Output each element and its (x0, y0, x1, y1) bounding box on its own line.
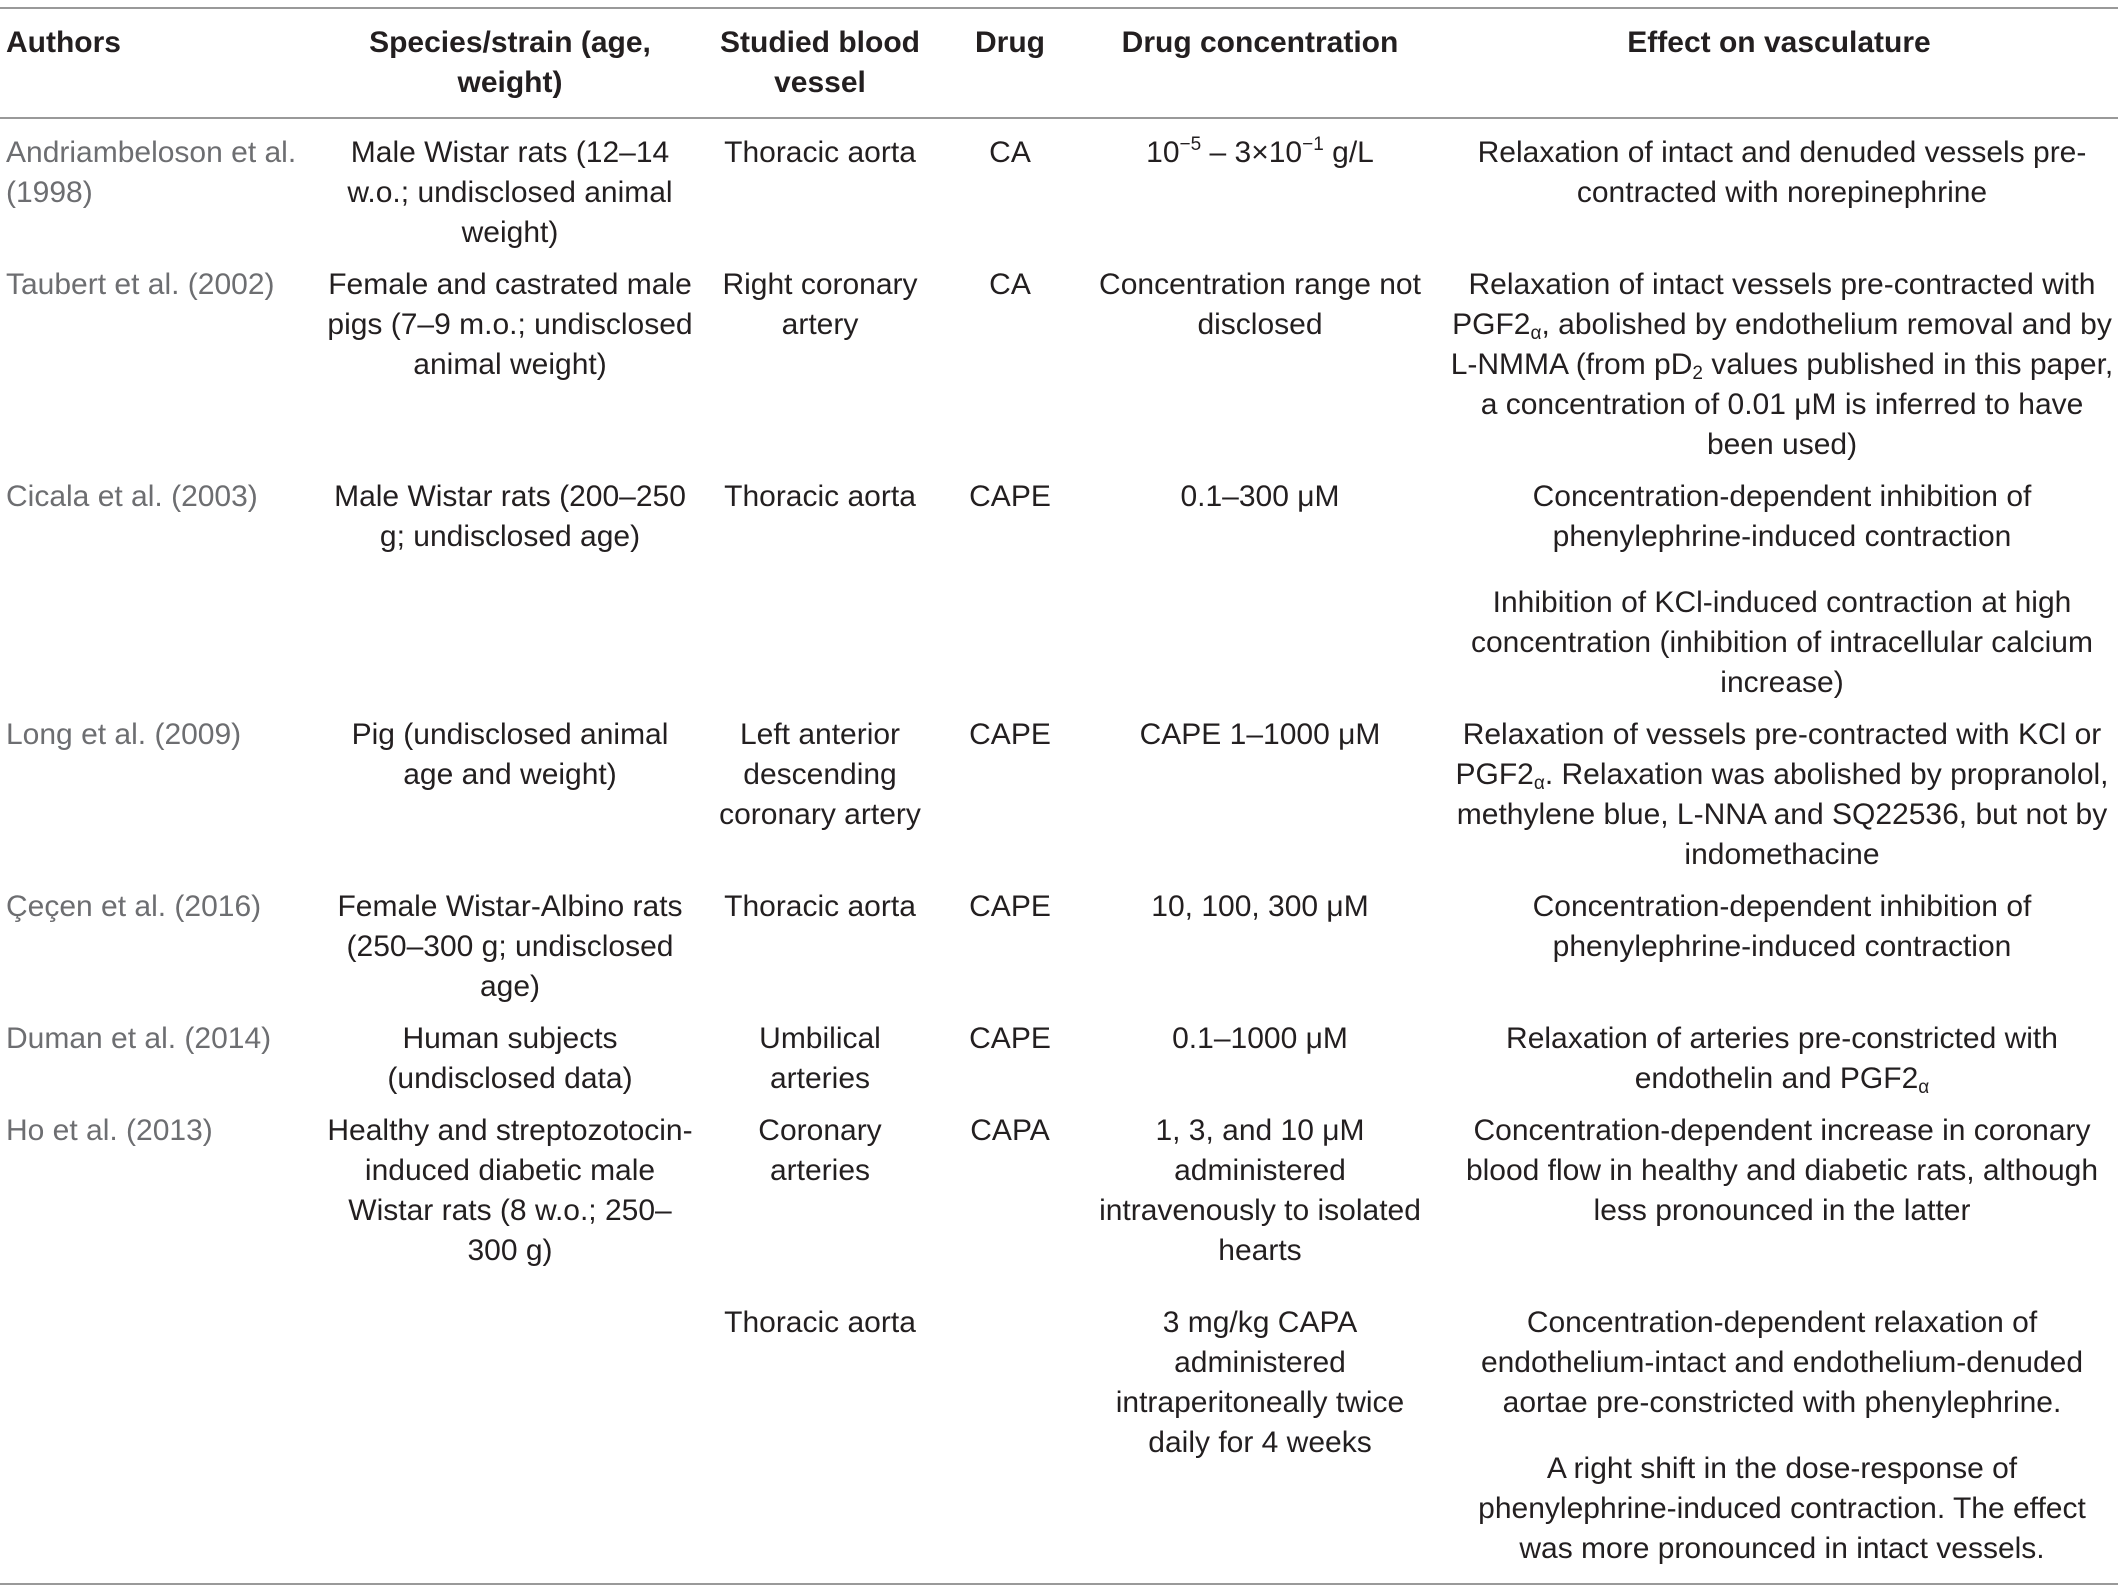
effect-part-1: Concentration-dependent inhibition of phenylephrine-induced contraction (1532, 480, 2032, 553)
cell-effect (1440, 471, 2118, 709)
header-vessel: Studied blood vessel (720, 26, 920, 99)
cell-effect: Relaxation of intact vessels pre-contracted with $PGF2_\alpha$, abolished by endothelium removal and by L-NMMA (from $pD_2$ values published in this paper, a concentration of 0.01 μM is inferred to have been used) (1450, 268, 2114, 461)
cell-author: Taubert et al. (2002) (6, 268, 275, 301)
data-table (0, 7, 2118, 1585)
cell-species: Human subjects (undisclosed data) (387, 1022, 633, 1095)
table-body (0, 118, 2118, 1584)
cell-concentration: Concentration range not disclosed (1099, 268, 1421, 341)
header-authors: Authors (6, 26, 121, 59)
cell-species: Male Wistar rats (200–250 g; undisclosed age) (334, 480, 686, 553)
cell-drug: CA (989, 136, 1031, 169)
cell-effect: Relaxation of intact and denuded vessels pre-contracted with norepinephrine (1477, 136, 2087, 209)
cell-species (320, 1277, 700, 1584)
table-row (0, 1277, 2118, 1584)
table-row (0, 471, 2118, 709)
cell-vessel: Coronary arteries (758, 1114, 882, 1187)
header-concentration: Drug concentration (1121, 26, 1399, 59)
cell-concentration: 3 mg/kg CAPA administered intraperitoneally twice daily for 4 weeks (1115, 1306, 1405, 1459)
cell-vessel: Right coronary artery (722, 268, 918, 341)
cell-species: Healthy and streptozotocin-induced diabetic male Wistar rats (8 w.o.; 250–300 g) (327, 1114, 693, 1267)
cell-concentration: 1, 3, and 10 μM administered intravenously to isolated hearts (1099, 1114, 1421, 1267)
cell-effect: Concentration-dependent inhibition of phenylephrine-induced contraction (1532, 890, 2032, 963)
cell-concentration: CAPE 1–1000 μM (1139, 718, 1381, 751)
effect-part-2: Inhibition of KCl-induced contraction at high concentration (inhibition of intracellular calcium increase) (1471, 586, 2093, 699)
cell-concentration: 10, 100, 300 μM (1151, 890, 1369, 923)
table-header (0, 8, 2118, 118)
cell-vessel: Thoracic aorta (724, 890, 916, 923)
cell-drug: CAPE (969, 718, 1051, 751)
cell-author: Duman et al. (2014) (6, 1022, 272, 1055)
table-row (0, 259, 2118, 471)
cell-concentration: 0.1–300 μM (1180, 480, 1340, 513)
cell-drug: CAPE (969, 480, 1051, 513)
table-row (0, 1013, 2118, 1105)
cell-vessel: Left anterior descending coronary artery (719, 718, 921, 831)
cell-species: Pig (undisclosed animal age and weight) (351, 718, 669, 791)
effect-part-1: Concentration-dependent relaxation of endothelium-intact and endothelium-denuded aortae pre-constricted with phenylephrine. (1480, 1306, 2084, 1419)
cell-effect: Concentration-dependent increase in coronary blood flow in healthy and diabetic rats, although less pronounced in the latter (1465, 1114, 2099, 1227)
cell-species: Female Wistar-Albino rats (250–300 g; undisclosed age) (337, 890, 683, 1003)
table-row (0, 1105, 2118, 1277)
cell-drug: CAPA (970, 1114, 1050, 1147)
table-row (0, 881, 2118, 1013)
cell-drug: CA (989, 268, 1031, 301)
cell-concentration: $10^{-5} - 3\times 10^{-1}$ g/L (1146, 134, 1374, 169)
cell-vessel: Thoracic aorta (724, 480, 916, 513)
cell-effect (1440, 1277, 2118, 1584)
cell-vessel: Thoracic aorta (724, 136, 916, 169)
cell-concentration: 0.1–1000 μM (1172, 1022, 1348, 1055)
table-row (0, 709, 2118, 881)
cell-effect: Relaxation of arteries pre-constricted with endothelin and $PGF2_\alpha$ (1506, 1022, 2058, 1098)
cell-drug: CAPE (969, 890, 1051, 923)
cell-drug (940, 1277, 1080, 1584)
header-species: Species/strain (age, weight) (369, 26, 651, 99)
cell-vessel: Umbilical arteries (759, 1022, 881, 1095)
cell-author: Cicala et al. (2003) (6, 480, 258, 513)
cell-effect: Relaxation of vessels pre-contracted with KCl or $PGF2_\alpha$. Relaxation was abolished by propranolol, methylene blue, L-NNA and SQ22536, but not by indomethacine (1455, 718, 2109, 871)
cell-vessel: Thoracic aorta (724, 1306, 916, 1339)
cell-drug: CAPE (969, 1022, 1051, 1055)
cell-author: Andriambeloson et al. (1998) (6, 136, 297, 209)
cell-author: Long et al. (2009) (6, 718, 242, 751)
cell-author: Ho et al. (2013) (6, 1114, 213, 1147)
cell-author (0, 1277, 320, 1584)
header-effect: Effect on vasculature (1627, 26, 1931, 59)
effect-part-2: A right shift in the dose-response of phenylephrine-induced contraction. The effect was more pronounced in intact vessels. (1478, 1452, 2086, 1565)
cell-species: Male Wistar rats (12–14 w.o.; undisclosed animal weight) (347, 136, 673, 249)
cell-species: Female and castrated male pigs (7–9 m.o.; undisclosed animal weight) (327, 268, 693, 381)
table-row (0, 118, 2118, 259)
header-drug: Drug (975, 26, 1045, 59)
cell-author: Çeçen et al. (2016) (6, 890, 262, 923)
